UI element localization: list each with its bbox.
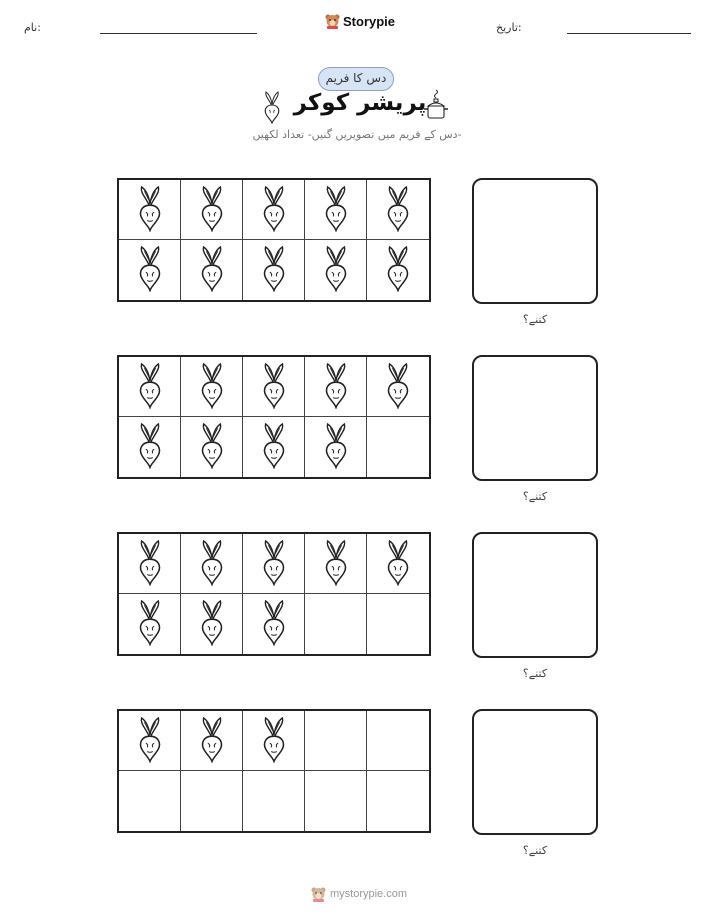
frame-cell bbox=[243, 417, 305, 477]
worksheet-type-badge: دس کا فریم bbox=[318, 67, 394, 91]
beet-icon bbox=[262, 90, 282, 124]
frame-cell bbox=[367, 771, 429, 831]
frame-cell bbox=[119, 417, 181, 477]
how-many-label-4: کتنے؟ bbox=[522, 844, 548, 857]
answer-box-3[interactable] bbox=[472, 532, 598, 658]
frame-cell bbox=[181, 594, 243, 654]
frame-cell bbox=[119, 534, 181, 594]
storypie-bear-icon bbox=[311, 886, 326, 902]
beet-icon bbox=[260, 244, 288, 296]
frame-cell bbox=[119, 771, 181, 831]
beet-icon bbox=[260, 538, 288, 590]
ten-frame-1 bbox=[117, 178, 431, 302]
how-many-label-2: کتنے؟ bbox=[522, 490, 548, 503]
beet-icon bbox=[260, 361, 288, 413]
beet-icon bbox=[198, 715, 226, 767]
frame-cell bbox=[305, 180, 367, 240]
frame-cell bbox=[181, 180, 243, 240]
beet-icon bbox=[136, 715, 164, 767]
frame-cell bbox=[367, 534, 429, 594]
beet-icon bbox=[384, 538, 412, 590]
beet-icon bbox=[322, 421, 350, 473]
name-label: نام: bbox=[24, 21, 41, 34]
frame-cell bbox=[243, 594, 305, 654]
frame-cell bbox=[181, 534, 243, 594]
beet-icon bbox=[136, 184, 164, 236]
frame-cell bbox=[243, 357, 305, 417]
frame-cell bbox=[367, 594, 429, 654]
answer-box-2[interactable] bbox=[472, 355, 598, 481]
answer-box-4[interactable] bbox=[472, 709, 598, 835]
beet-icon bbox=[260, 715, 288, 767]
beet-icon bbox=[198, 244, 226, 296]
ten-frame-4 bbox=[117, 709, 431, 833]
frame-cell bbox=[243, 771, 305, 831]
beet-icon bbox=[260, 598, 288, 650]
frame-cell bbox=[243, 711, 305, 771]
beet-icon bbox=[384, 361, 412, 413]
beet-icon bbox=[322, 244, 350, 296]
instructions-text: دس کے فریم میں تصویریں گنیں- تعداد لکھیں- bbox=[252, 128, 462, 141]
beet-icon bbox=[198, 598, 226, 650]
beet-icon bbox=[136, 421, 164, 473]
frame-cell bbox=[119, 357, 181, 417]
frame-cell bbox=[181, 417, 243, 477]
frame-cell bbox=[119, 594, 181, 654]
beet-icon bbox=[136, 538, 164, 590]
frame-cell bbox=[243, 240, 305, 300]
frame-cell bbox=[181, 771, 243, 831]
date-line[interactable] bbox=[567, 33, 691, 34]
name-line[interactable] bbox=[100, 33, 257, 34]
beet-icon bbox=[198, 361, 226, 413]
frame-cell bbox=[367, 711, 429, 771]
ten-frame-2 bbox=[117, 355, 431, 479]
frame-cell bbox=[181, 711, 243, 771]
how-many-label-3: کتنے؟ bbox=[522, 667, 548, 680]
beet-icon bbox=[136, 598, 164, 650]
beet-icon bbox=[384, 184, 412, 236]
pressure-cooker-icon bbox=[424, 88, 448, 124]
beet-icon bbox=[198, 184, 226, 236]
date-label: تاریخ: bbox=[496, 21, 522, 34]
frame-cell bbox=[181, 240, 243, 300]
beet-icon bbox=[198, 421, 226, 473]
beet-icon bbox=[384, 244, 412, 296]
beet-icon bbox=[260, 421, 288, 473]
frame-cell bbox=[367, 357, 429, 417]
brand-name: Storypie bbox=[343, 13, 396, 29]
frame-cell bbox=[367, 417, 429, 477]
beet-icon bbox=[198, 538, 226, 590]
footer bbox=[311, 886, 407, 902]
beet-icon bbox=[322, 538, 350, 590]
page-title: پریشر کوکر bbox=[293, 90, 427, 116]
frame-cell bbox=[119, 711, 181, 771]
frame-cell bbox=[305, 594, 367, 654]
answer-box-1[interactable] bbox=[472, 178, 598, 304]
frame-cell bbox=[305, 240, 367, 300]
footer-site: mystorypie.com bbox=[330, 888, 408, 900]
frame-cell bbox=[243, 180, 305, 240]
brand-logo bbox=[325, 13, 395, 29]
how-many-label-1: کتنے؟ bbox=[522, 313, 548, 326]
frame-cell bbox=[119, 240, 181, 300]
beet-icon bbox=[136, 361, 164, 413]
beet-icon bbox=[136, 244, 164, 296]
frame-cell bbox=[119, 180, 181, 240]
storypie-bear-icon bbox=[325, 13, 340, 29]
frame-cell bbox=[305, 771, 367, 831]
ten-frame-3 bbox=[117, 532, 431, 656]
beet-icon bbox=[322, 184, 350, 236]
beet-icon bbox=[260, 184, 288, 236]
frame-cell bbox=[181, 357, 243, 417]
frame-cell bbox=[305, 711, 367, 771]
frame-cell bbox=[305, 534, 367, 594]
frame-cell bbox=[367, 240, 429, 300]
frame-cell bbox=[367, 180, 429, 240]
frame-cell bbox=[305, 417, 367, 477]
frame-cell bbox=[243, 534, 305, 594]
beet-icon bbox=[322, 361, 350, 413]
frame-cell bbox=[305, 357, 367, 417]
